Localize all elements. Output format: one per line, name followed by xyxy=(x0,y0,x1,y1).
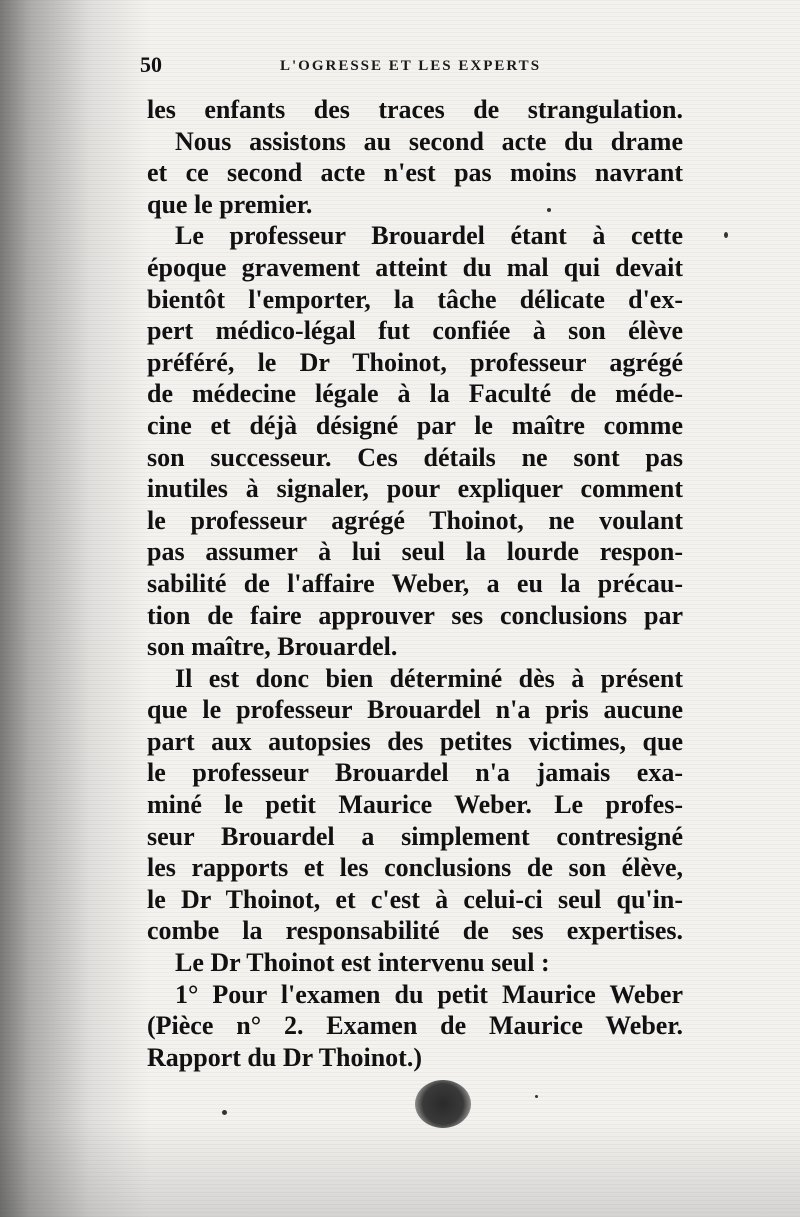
text-line: le professeur Brouardel n'a jamais exa- xyxy=(147,758,683,788)
text-line: son successeur. Ces détails ne sont pas xyxy=(147,442,683,472)
text-line: part aux autopsies des petites victimes, que xyxy=(147,726,683,756)
text-line: 1° Pour l'examen du petit Maurice Weber xyxy=(175,979,683,1009)
text-line: sabilité de l'affaire Weber, a eu la précau- xyxy=(147,568,683,598)
text-line: époque gravement atteint du mal qui devait xyxy=(147,252,683,282)
text-line: Le Dr Thoinot est intervenu seul : xyxy=(175,948,550,978)
text-line: le professeur agrégé Thoinot, ne voulant xyxy=(147,505,683,535)
text-line: pas assumer à lui seul la lourde respon- xyxy=(147,537,683,567)
text-line: Nous assistons au second acte du drame xyxy=(175,126,683,156)
text-line: miné le petit Maurice Weber. Le profes- xyxy=(147,790,683,820)
text-line: combe la responsabilité de ses expertises. xyxy=(147,916,683,946)
text-line: tion de faire approuver ses conclusions par xyxy=(147,600,683,630)
text-line: inutiles à signaler, pour expliquer comment xyxy=(147,474,683,504)
text-line: seur Brouardel a simplement contresigné xyxy=(147,821,683,851)
ink-speck xyxy=(724,232,728,238)
text-line: cine et déjà désigné par le maître comme xyxy=(147,410,683,440)
text-line: que le professeur Brouardel n'a pris aucune xyxy=(147,695,683,725)
text-line: le Dr Thoinot, et c'est à celui-ci seul qu'in- xyxy=(147,884,683,914)
text-line: son maître, Brouardel. xyxy=(147,632,398,662)
text-line: (Pièce n° 2. Examen de Maurice Weber. xyxy=(147,1011,683,1041)
text-line: Rapport du Dr Thoinot.) xyxy=(147,1042,422,1072)
ink-speck xyxy=(535,1095,538,1098)
body-text xyxy=(147,94,683,1073)
text-line: les rapports et les conclusions de son élève, xyxy=(147,853,683,883)
text-line: bientôt l'emporter, la tâche délicate d'ex- xyxy=(147,284,683,314)
text-line: de médecine légale à la Faculté de méde- xyxy=(147,379,683,409)
text-line: préféré, le Dr Thoinot, professeur agrégé xyxy=(147,347,683,377)
page-number: 50 xyxy=(140,52,162,77)
text-line: Le professeur Brouardel étant à cette xyxy=(175,221,683,251)
ink-speck xyxy=(222,1110,227,1115)
page-header xyxy=(140,52,700,82)
text-line: que le premier. xyxy=(147,189,313,219)
ink-speck xyxy=(547,208,551,212)
ink-blot xyxy=(415,1080,471,1128)
text-line: et ce second acte n'est pas moins navrant xyxy=(147,158,683,188)
text-line: pert médico-légal fut confiée à son élève xyxy=(147,316,683,346)
text-line: les enfants des traces de strangulation. xyxy=(147,95,683,124)
text-line: Il est donc bien déterminé dès à présent xyxy=(175,663,683,693)
running-head: L'OGRESSE ET LES EXPERTS xyxy=(280,58,542,74)
